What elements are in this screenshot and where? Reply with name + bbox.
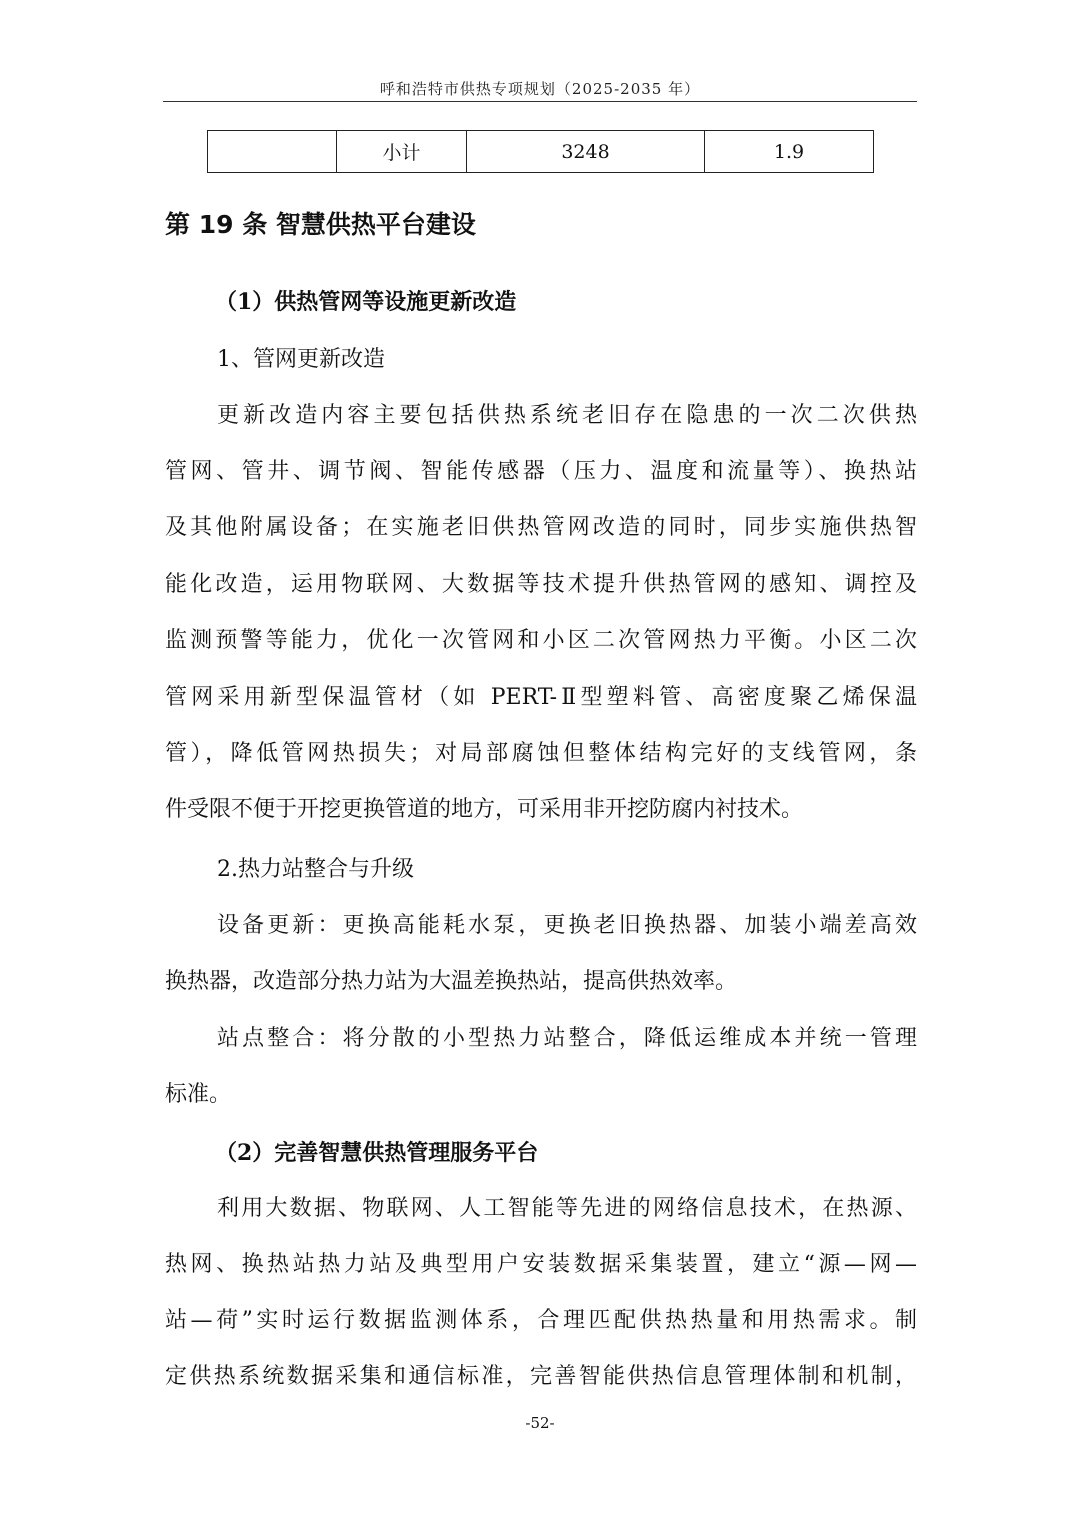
paragraph-line: 站点整合：将分散的小型热力站整合，降低运维成本并统一管理 [217,1026,917,1051]
table-cell-label: 小计 [337,131,467,173]
paragraph-line: 管网、管井、调节阀、智能传感器（压力、温度和流量等）、换热站 [165,459,917,484]
running-header: 呼和浩特市供热专项规划（2025-2035 年） [379,80,701,98]
paragraph-line: 件受限不便于开挖更换管道的地方，可采用非开挖防腐内衬技术。 [165,797,804,822]
table-row [208,131,874,173]
paragraph-line: 换热器，改造部分热力站为大温差换热站，提高供热效率。 [165,969,738,994]
paragraph-line: 站—荷”实时运行数据监测体系，合理匹配供热热量和用热需求。制 [165,1308,917,1333]
table-cell-empty [208,131,337,173]
paragraph-line: 定供热系统数据采集和通信标准，完善智能供热信息管理体制和机制， [165,1364,917,1389]
paragraph-line: 设备更新：更换高能耗水泵，更换老旧换热器、加装小端差高效 [217,913,917,938]
subheading: （2）完善智慧供热管理服务平台 [215,1140,539,1166]
paragraph-line: 管网采用新型保温管材（如 PERT-Ⅱ型塑料管、高密度聚乙烯保温 [165,685,917,710]
table-cell-value: 1.9 [705,131,874,173]
paragraph-line: 及其他附属设备；在实施老旧供热管网改造的同时，同步实施供热智 [165,515,917,540]
paragraph-line: 热网、换热站热力站及典型用户安装数据采集装置，建立“源—网— [165,1252,917,1277]
subheading: （1）供热管网等设施更新改造 [215,289,517,315]
paragraph-line: 管），降低管网热损失；对局部腐蚀但整体结构完好的支线管网，条 [165,741,917,766]
header-rule [163,101,917,102]
paragraph-line: 标准。 [165,1082,232,1107]
paragraph-line: 能化改造，运用物联网、大数据等技术提升供热管网的感知、调控及 [165,572,917,597]
list-item: 1、管网更新改造 [217,347,385,372]
subtotal-table [207,130,874,173]
list-item: 2.热力站整合与升级 [217,857,414,882]
paragraph-line: 监测预警等能力，优化一次管网和小区二次管网热力平衡。小区二次 [165,628,917,653]
page-number: -52- [525,1414,555,1432]
table-cell-value: 3248 [467,131,705,173]
paragraph-line: 利用大数据、物联网、人工智能等先进的网络信息技术，在热源、 [217,1196,917,1221]
paragraph-line: 更新改造内容主要包括供热系统老旧存在隐患的一次二次供热 [217,403,917,428]
section-title: 第 19 条 智慧供热平台建设 [165,210,476,239]
